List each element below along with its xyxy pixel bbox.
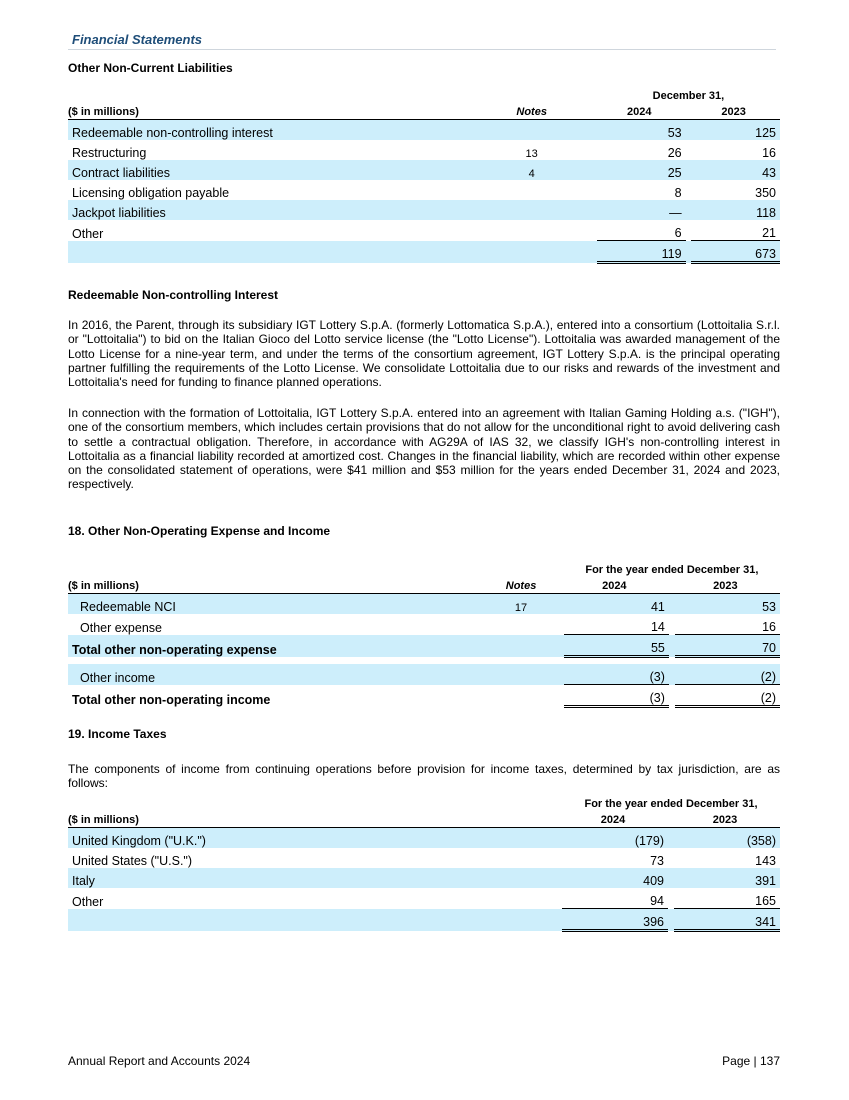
taxes-paragraph: The components of income from continuing operations before provision for income taxes, determined by tax jurisdiction, are as follows:: [68, 762, 780, 791]
nonop-period-header: For the year ended December 31,: [585, 564, 759, 576]
page-header: [68, 32, 776, 50]
taxes-unit-label: ($ in millions): [68, 810, 562, 828]
ncl-table: [68, 86, 780, 264]
taxes-total-2024: 396: [562, 909, 668, 931]
nonop-title: 18. Other Non-Operating Expense and Income: [68, 524, 331, 538]
nonop-table: [68, 560, 780, 708]
total-row: [68, 909, 780, 931]
ncl-unit-label: ($ in millions): [68, 102, 489, 120]
total-row: Total other non-operating expense 55 70: [68, 635, 780, 657]
header-title: Financial Statements: [72, 32, 203, 47]
table-row: United States ("U.S.") 73 143: [72, 854, 776, 868]
ncl-col-2024: 2024: [597, 102, 686, 120]
total-row: [68, 241, 780, 263]
nonop-col-2023: 2023: [675, 576, 780, 594]
table-row: United Kingdom ("U.K.") (179) (358): [68, 828, 780, 849]
table-row: Other 94 165: [68, 888, 780, 909]
table-row: Restructuring 13 26 16: [72, 146, 776, 160]
ncl-notes-header: Notes: [489, 102, 574, 120]
table-row: Other 6 21: [68, 220, 780, 241]
nonop-col-2024: 2024: [564, 576, 669, 594]
table-row: Contract liabilities 4 25 43: [68, 160, 780, 180]
footer-report-name: Annual Report and Accounts 2024: [68, 1054, 251, 1068]
table-row: Redeemable non-controlling interest 53 125: [68, 120, 780, 141]
ncl-total-2024: 119: [597, 241, 686, 263]
total-row: Total other non-operating income (3) (2): [68, 685, 780, 707]
taxes-title: 19. Income Taxes: [68, 727, 167, 741]
taxes-col-2024: 2024: [562, 810, 668, 828]
table-row: Redeemable NCI 17 41 53: [68, 594, 780, 615]
ncl-title: Other Non-Current Liabilities: [68, 61, 233, 75]
table-row: Other expense 14 16: [68, 614, 780, 635]
rnci-paragraph-2: In connection with the formation of Lottoitalia, IGT Lottery S.p.A. entered into an agreement with Italian Gaming Holding a.s. ("IGH"), one of the consortium members, which includes certain provisions that do not allow for the unconditional right to avoid delivering cash to settle a contractual obligation. Therefore, in accordance with AG29A of IAS 32, we classify IGH's non-controlling interest in Lottoitalia as a financial liability recorded at amortized cost. Changes in the financial liability, which are recorded within other expense on the consolidated statement of operations, were $41 million and $53 million for the years ended December 31, 2024 and 2023, respectively.: [68, 406, 780, 492]
nonop-notes-header: Notes: [478, 576, 563, 594]
taxes-col-2023: 2023: [674, 810, 780, 828]
taxes-period-header: For the year ended December 31,: [584, 798, 758, 810]
taxes-total-2023: 341: [674, 909, 780, 931]
table-row: Licensing obligation payable 8 350: [72, 186, 776, 200]
ncl-period-header: December 31,: [652, 90, 725, 102]
total-expense-label: Total other non-operating expense: [68, 635, 478, 657]
table-row: Italy 409 391: [68, 868, 780, 888]
nonop-unit-label: ($ in millions): [68, 576, 478, 594]
rnci-title: Redeemable Non-controlling Interest: [68, 288, 279, 302]
rnci-paragraph-1: In 2016, the Parent, through its subsidiary IGT Lottery S.p.A. (formerly Lottomatica S.p.A.), entered into a consortium (Lottoitalia S.r.l. or "Lottoitalia") to bid on the Italian Gioco del Lotto service license (the "Lotto License"). Lottoitalia was awarded management of the Lotto License for a nine-year term, and under the terms of the consortium agreement, IGT Lottery S.p.A. is the principal operating partner fulfilling the requirements of the Lotto License. We consolidate Lottoitalia due to our risks and rewards of the investment and Lottoitalia's need for funding to finance planned operations.: [68, 318, 780, 390]
ncl-col-2023: 2023: [691, 102, 780, 120]
taxes-table: [68, 794, 780, 932]
footer-page-number: Page | 137: [722, 1054, 780, 1068]
total-income-label: Total other non-operating income: [72, 692, 271, 707]
ncl-total-2023: 673: [691, 241, 780, 263]
table-row: Jackpot liabilities — 118: [68, 200, 780, 220]
table-row: Other income (3) (2): [68, 664, 780, 685]
